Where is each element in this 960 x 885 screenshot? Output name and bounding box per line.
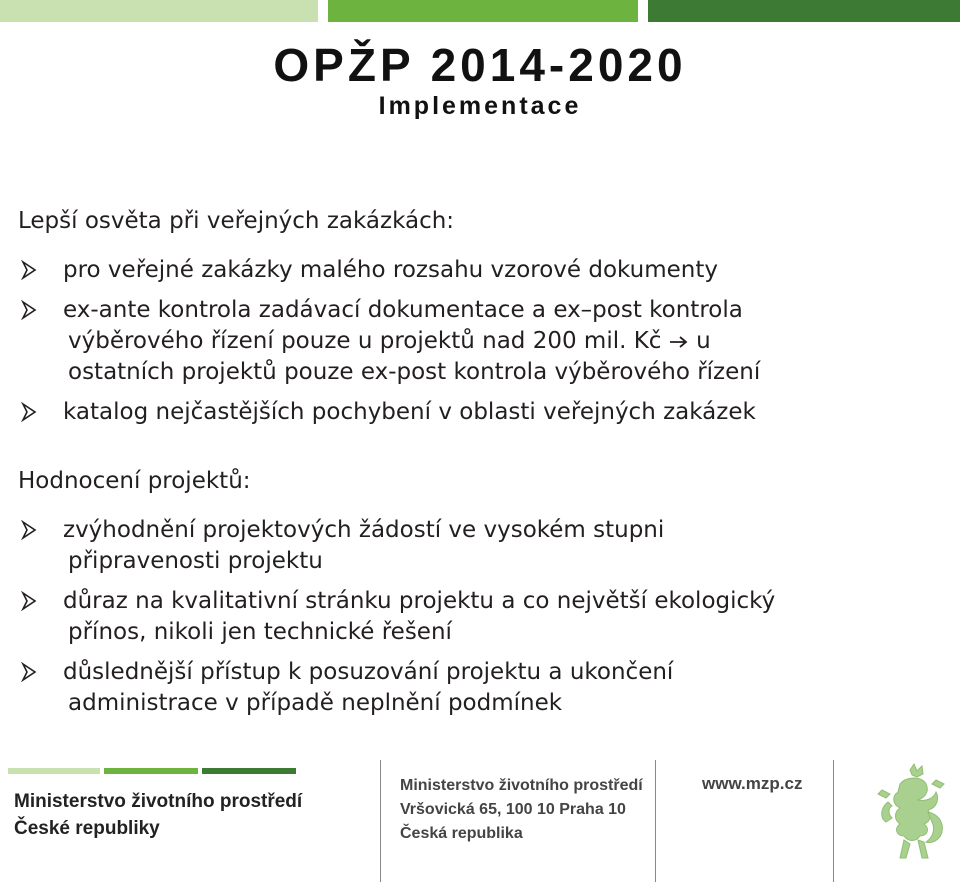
ministry-address: Ministerstvo životního prostředí Vršovická 65, 100 10 Praha 10 Česká republika — [400, 777, 643, 842]
section-heading-project-evaluation: Hodnocení projektů: — [18, 468, 251, 494]
website-link[interactable]: www.mzp.cz — [702, 774, 803, 793]
arrowhead-bullet-icon — [21, 402, 37, 422]
section-heading-public-procurement: Lepší osvěta při veřejných zakázkách: — [18, 208, 455, 234]
bullet-list-procurement — [18, 255, 948, 428]
top-bar-mid — [328, 0, 638, 22]
footer-divider — [655, 760, 656, 882]
top-bar-dark — [648, 0, 960, 22]
footer-bar-dark — [202, 768, 296, 774]
footer-divider — [833, 760, 834, 882]
list-item: důraz na kvalitativní stránku projektu a co největší ekologický přínos, nikoli jen technické řešení — [18, 586, 948, 648]
czech-lion-emblem-icon — [870, 762, 952, 867]
list-item: ex-ante kontrola zadávací dokumentace a ex–post kontrola výběrového řízení pouze u projektů nad 200 mil. Kč u ostatních projektů pouze ex-post kontrola výběrového řízení — [18, 295, 948, 388]
arrowhead-bullet-icon — [21, 300, 37, 320]
list-item: zvýhodnění projektových žádostí ve vysokém stupni připravenosti projektu — [18, 515, 948, 577]
slide-subtitle: Implementace — [378, 92, 582, 120]
slide-content — [18, 206, 948, 719]
arrowhead-bullet-icon — [21, 520, 37, 540]
list-item: pro veřejné zakázky malého rozsahu vzorové dokumenty — [18, 255, 948, 286]
arrowhead-bullet-icon — [21, 591, 37, 611]
arrowhead-bullet-icon — [21, 260, 37, 280]
ministry-logo-text: Ministerstvo životního prostředí České republiky — [14, 791, 303, 839]
slide-title: OPŽP 2014-2020 — [273, 39, 687, 91]
list-item: důslednější přístup k posuzování projektu a ukončení administrace v případě neplnění podmínek — [18, 657, 948, 719]
arrowhead-bullet-icon — [21, 662, 37, 682]
footer — [0, 760, 960, 885]
list-item: katalog nejčastějších pochybení v oblasti veřejných zakázek — [18, 397, 948, 428]
top-bar-light — [0, 0, 318, 22]
footer-bar-light — [8, 768, 100, 774]
arrow-right-icon — [669, 335, 689, 349]
footer-divider — [380, 760, 381, 882]
footer-bar-mid — [104, 768, 198, 774]
bullet-list-evaluation — [18, 515, 948, 719]
